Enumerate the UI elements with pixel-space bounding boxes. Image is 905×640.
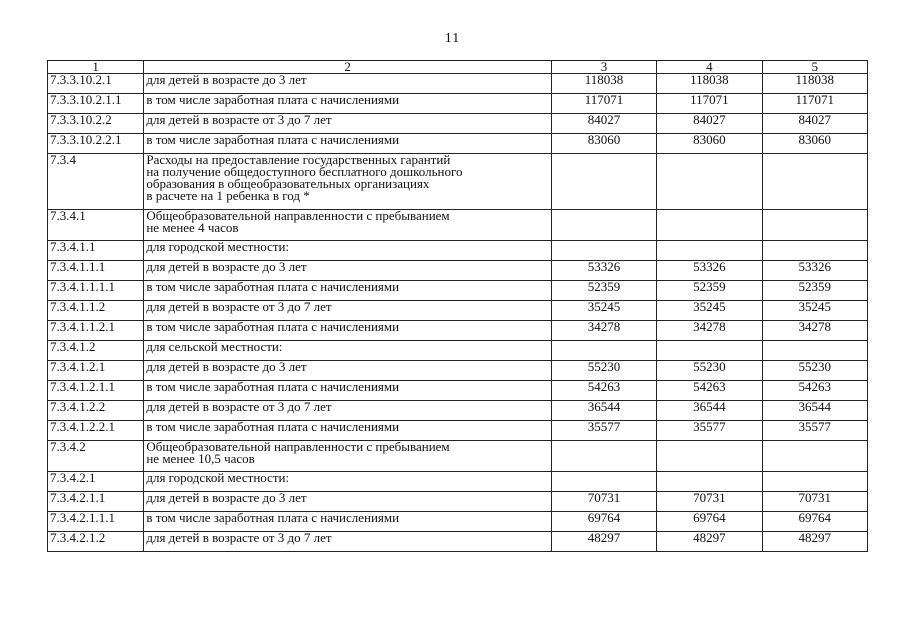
- row-name: для детей в возрасте от 3 до 7 лет: [144, 301, 551, 321]
- row-name: для сельской местности:: [144, 341, 551, 361]
- table-row: [48, 321, 868, 341]
- row-name: для детей в возрасте от 3 до 7 лет: [144, 532, 551, 552]
- row-value-col-4: 84027: [657, 114, 762, 134]
- row-value-col-4: 117071: [657, 94, 762, 114]
- row-value-col-3: [551, 241, 656, 261]
- row-value-col-5: 70731: [762, 492, 867, 512]
- row-value-col-4: 70731: [657, 492, 762, 512]
- row-value-col-5: [762, 210, 867, 241]
- row-code: 7.3.3.10.2.2.1: [48, 134, 144, 154]
- table-body: [48, 74, 868, 552]
- table-row: [48, 154, 868, 210]
- header-col-3: 3: [551, 61, 656, 74]
- row-value-col-5: [762, 154, 867, 210]
- table-row: [48, 134, 868, 154]
- row-value-col-5: 35577: [762, 421, 867, 441]
- row-code: 7.3.4.1: [48, 210, 144, 241]
- row-name: в том числе заработная плата с начислениями: [144, 421, 551, 441]
- row-name: для детей в возрасте от 3 до 7 лет: [144, 114, 551, 134]
- header-col-1: 1: [48, 61, 144, 74]
- row-value-col-3: 48297: [551, 532, 656, 552]
- row-value-col-3: 55230: [551, 361, 656, 381]
- table-row: [48, 472, 868, 492]
- row-value-col-5: 52359: [762, 281, 867, 301]
- row-value-col-3: 69764: [551, 512, 656, 532]
- row-code: 7.3.4.1.1.1.1: [48, 281, 144, 301]
- row-name: для детей в возрасте до 3 лет: [144, 261, 551, 281]
- row-value-col-4: 35245: [657, 301, 762, 321]
- row-value-col-5: 48297: [762, 532, 867, 552]
- row-name: для детей в возрасте до 3 лет: [144, 74, 551, 94]
- table-row: [48, 261, 868, 281]
- row-code: 7.3.4.1.1.1: [48, 261, 144, 281]
- row-value-col-5: 117071: [762, 94, 867, 114]
- table-row: [48, 532, 868, 552]
- row-code: 7.3.4.1.1: [48, 241, 144, 261]
- row-value-col-3: [551, 441, 656, 472]
- row-value-col-4: [657, 210, 762, 241]
- row-name: в том числе заработная плата с начислениями: [144, 94, 551, 114]
- row-name: в том числе заработная плата с начислениями: [144, 134, 551, 154]
- row-name: Общеобразовательной направленности с пребыванием не менее 4 часов: [144, 210, 551, 241]
- table-row: [48, 361, 868, 381]
- row-value-col-3: [551, 210, 656, 241]
- table-row: [48, 421, 868, 441]
- row-value-col-4: 83060: [657, 134, 762, 154]
- row-value-col-4: 55230: [657, 361, 762, 381]
- row-value-col-5: 83060: [762, 134, 867, 154]
- row-code: 7.3.4.1.1.2: [48, 301, 144, 321]
- table-row: [48, 401, 868, 421]
- row-value-col-5: 36544: [762, 401, 867, 421]
- row-value-col-4: 35577: [657, 421, 762, 441]
- row-value-col-5: 53326: [762, 261, 867, 281]
- page-number: 11: [444, 31, 461, 46]
- header-row: [48, 61, 868, 74]
- table-row: [48, 301, 868, 321]
- row-code: 7.3.4.2: [48, 441, 144, 472]
- row-value-col-5: 35245: [762, 301, 867, 321]
- row-value-col-3: 34278: [551, 321, 656, 341]
- row-name: в том числе заработная плата с начислениями: [144, 281, 551, 301]
- header-col-4: 4: [657, 61, 762, 74]
- row-value-col-3: 118038: [551, 74, 656, 94]
- row-code: 7.3.4.2.1.1.1: [48, 512, 144, 532]
- header-col-5: 5: [762, 61, 867, 74]
- row-value-col-4: 52359: [657, 281, 762, 301]
- row-value-col-3: 35245: [551, 301, 656, 321]
- row-code: 7.3.4.2.1: [48, 472, 144, 492]
- row-code: 7.3.4.1.2.1: [48, 361, 144, 381]
- row-value-col-3: 54263: [551, 381, 656, 401]
- row-value-col-4: 54263: [657, 381, 762, 401]
- row-value-col-3: 84027: [551, 114, 656, 134]
- table-row: [48, 492, 868, 512]
- row-code: 7.3.3.10.2.1.1: [48, 94, 144, 114]
- row-name: для городской местности:: [144, 472, 551, 492]
- row-value-col-3: [551, 472, 656, 492]
- row-value-col-3: 83060: [551, 134, 656, 154]
- table-row: [48, 74, 868, 94]
- row-value-col-4: 118038: [657, 74, 762, 94]
- row-value-col-5: [762, 341, 867, 361]
- row-code: 7.3.4.2.1.2: [48, 532, 144, 552]
- row-value-col-3: 36544: [551, 401, 656, 421]
- table-row: [48, 241, 868, 261]
- table-row: [48, 341, 868, 361]
- table-row: [48, 381, 868, 401]
- row-value-col-4: 53326: [657, 261, 762, 281]
- row-value-col-3: 52359: [551, 281, 656, 301]
- row-value-col-4: [657, 441, 762, 472]
- row-value-col-5: 69764: [762, 512, 867, 532]
- row-value-col-3: [551, 154, 656, 210]
- row-code: 7.3.4.2.1.1: [48, 492, 144, 512]
- row-name: Общеобразовательной направленности с пребыванием не менее 10,5 часов: [144, 441, 551, 472]
- row-value-col-3: 53326: [551, 261, 656, 281]
- row-name: для детей в возрасте от 3 до 7 лет: [144, 401, 551, 421]
- row-name: в том числе заработная плата с начислениями: [144, 381, 551, 401]
- row-name: Расходы на предоставление государственных гарантий на получение общедоступного бесплатного дошкольного образования в общеобразовательных организациях в расчете на 1 ребенка в год *: [144, 154, 551, 210]
- row-value-col-4: [657, 341, 762, 361]
- row-value-col-4: 34278: [657, 321, 762, 341]
- row-value-col-5: 54263: [762, 381, 867, 401]
- row-value-col-4: 69764: [657, 512, 762, 532]
- row-name: для городской местности:: [144, 241, 551, 261]
- table-row: [48, 441, 868, 472]
- row-code: 7.3.4.1.2.2: [48, 401, 144, 421]
- row-code: 7.3.3.10.2.1: [48, 74, 144, 94]
- row-code: 7.3.4.1.1.2.1: [48, 321, 144, 341]
- row-value-col-4: [657, 154, 762, 210]
- row-value-col-5: 34278: [762, 321, 867, 341]
- row-name: в том числе заработная плата с начислениями: [144, 512, 551, 532]
- row-value-col-3: 117071: [551, 94, 656, 114]
- row-value-col-3: 35577: [551, 421, 656, 441]
- row-code: 7.3.3.10.2.2: [48, 114, 144, 134]
- table-row: [48, 210, 868, 241]
- row-value-col-4: 36544: [657, 401, 762, 421]
- row-code: 7.3.4.1.2.1.1: [48, 381, 144, 401]
- row-name: для детей в возрасте до 3 лет: [144, 361, 551, 381]
- table-row: [48, 281, 868, 301]
- row-value-col-5: [762, 441, 867, 472]
- row-value-col-4: 48297: [657, 532, 762, 552]
- row-value-col-4: [657, 241, 762, 261]
- header-col-2: 2: [144, 61, 551, 74]
- row-value-col-4: [657, 472, 762, 492]
- row-name: в том числе заработная плата с начислениями: [144, 321, 551, 341]
- row-value-col-5: 84027: [762, 114, 867, 134]
- table-row: [48, 94, 868, 114]
- row-value-col-5: 118038: [762, 74, 867, 94]
- row-value-col-3: 70731: [551, 492, 656, 512]
- row-value-col-5: [762, 472, 867, 492]
- row-code: 7.3.4.1.2: [48, 341, 144, 361]
- row-code: 7.3.4: [48, 154, 144, 210]
- row-name: для детей в возрасте до 3 лет: [144, 492, 551, 512]
- row-value-col-5: 55230: [762, 361, 867, 381]
- data-table: [47, 60, 868, 552]
- table-row: [48, 114, 868, 134]
- table-row: [48, 512, 868, 532]
- row-value-col-5: [762, 241, 867, 261]
- row-code: 7.3.4.1.2.2.1: [48, 421, 144, 441]
- row-value-col-3: [551, 341, 656, 361]
